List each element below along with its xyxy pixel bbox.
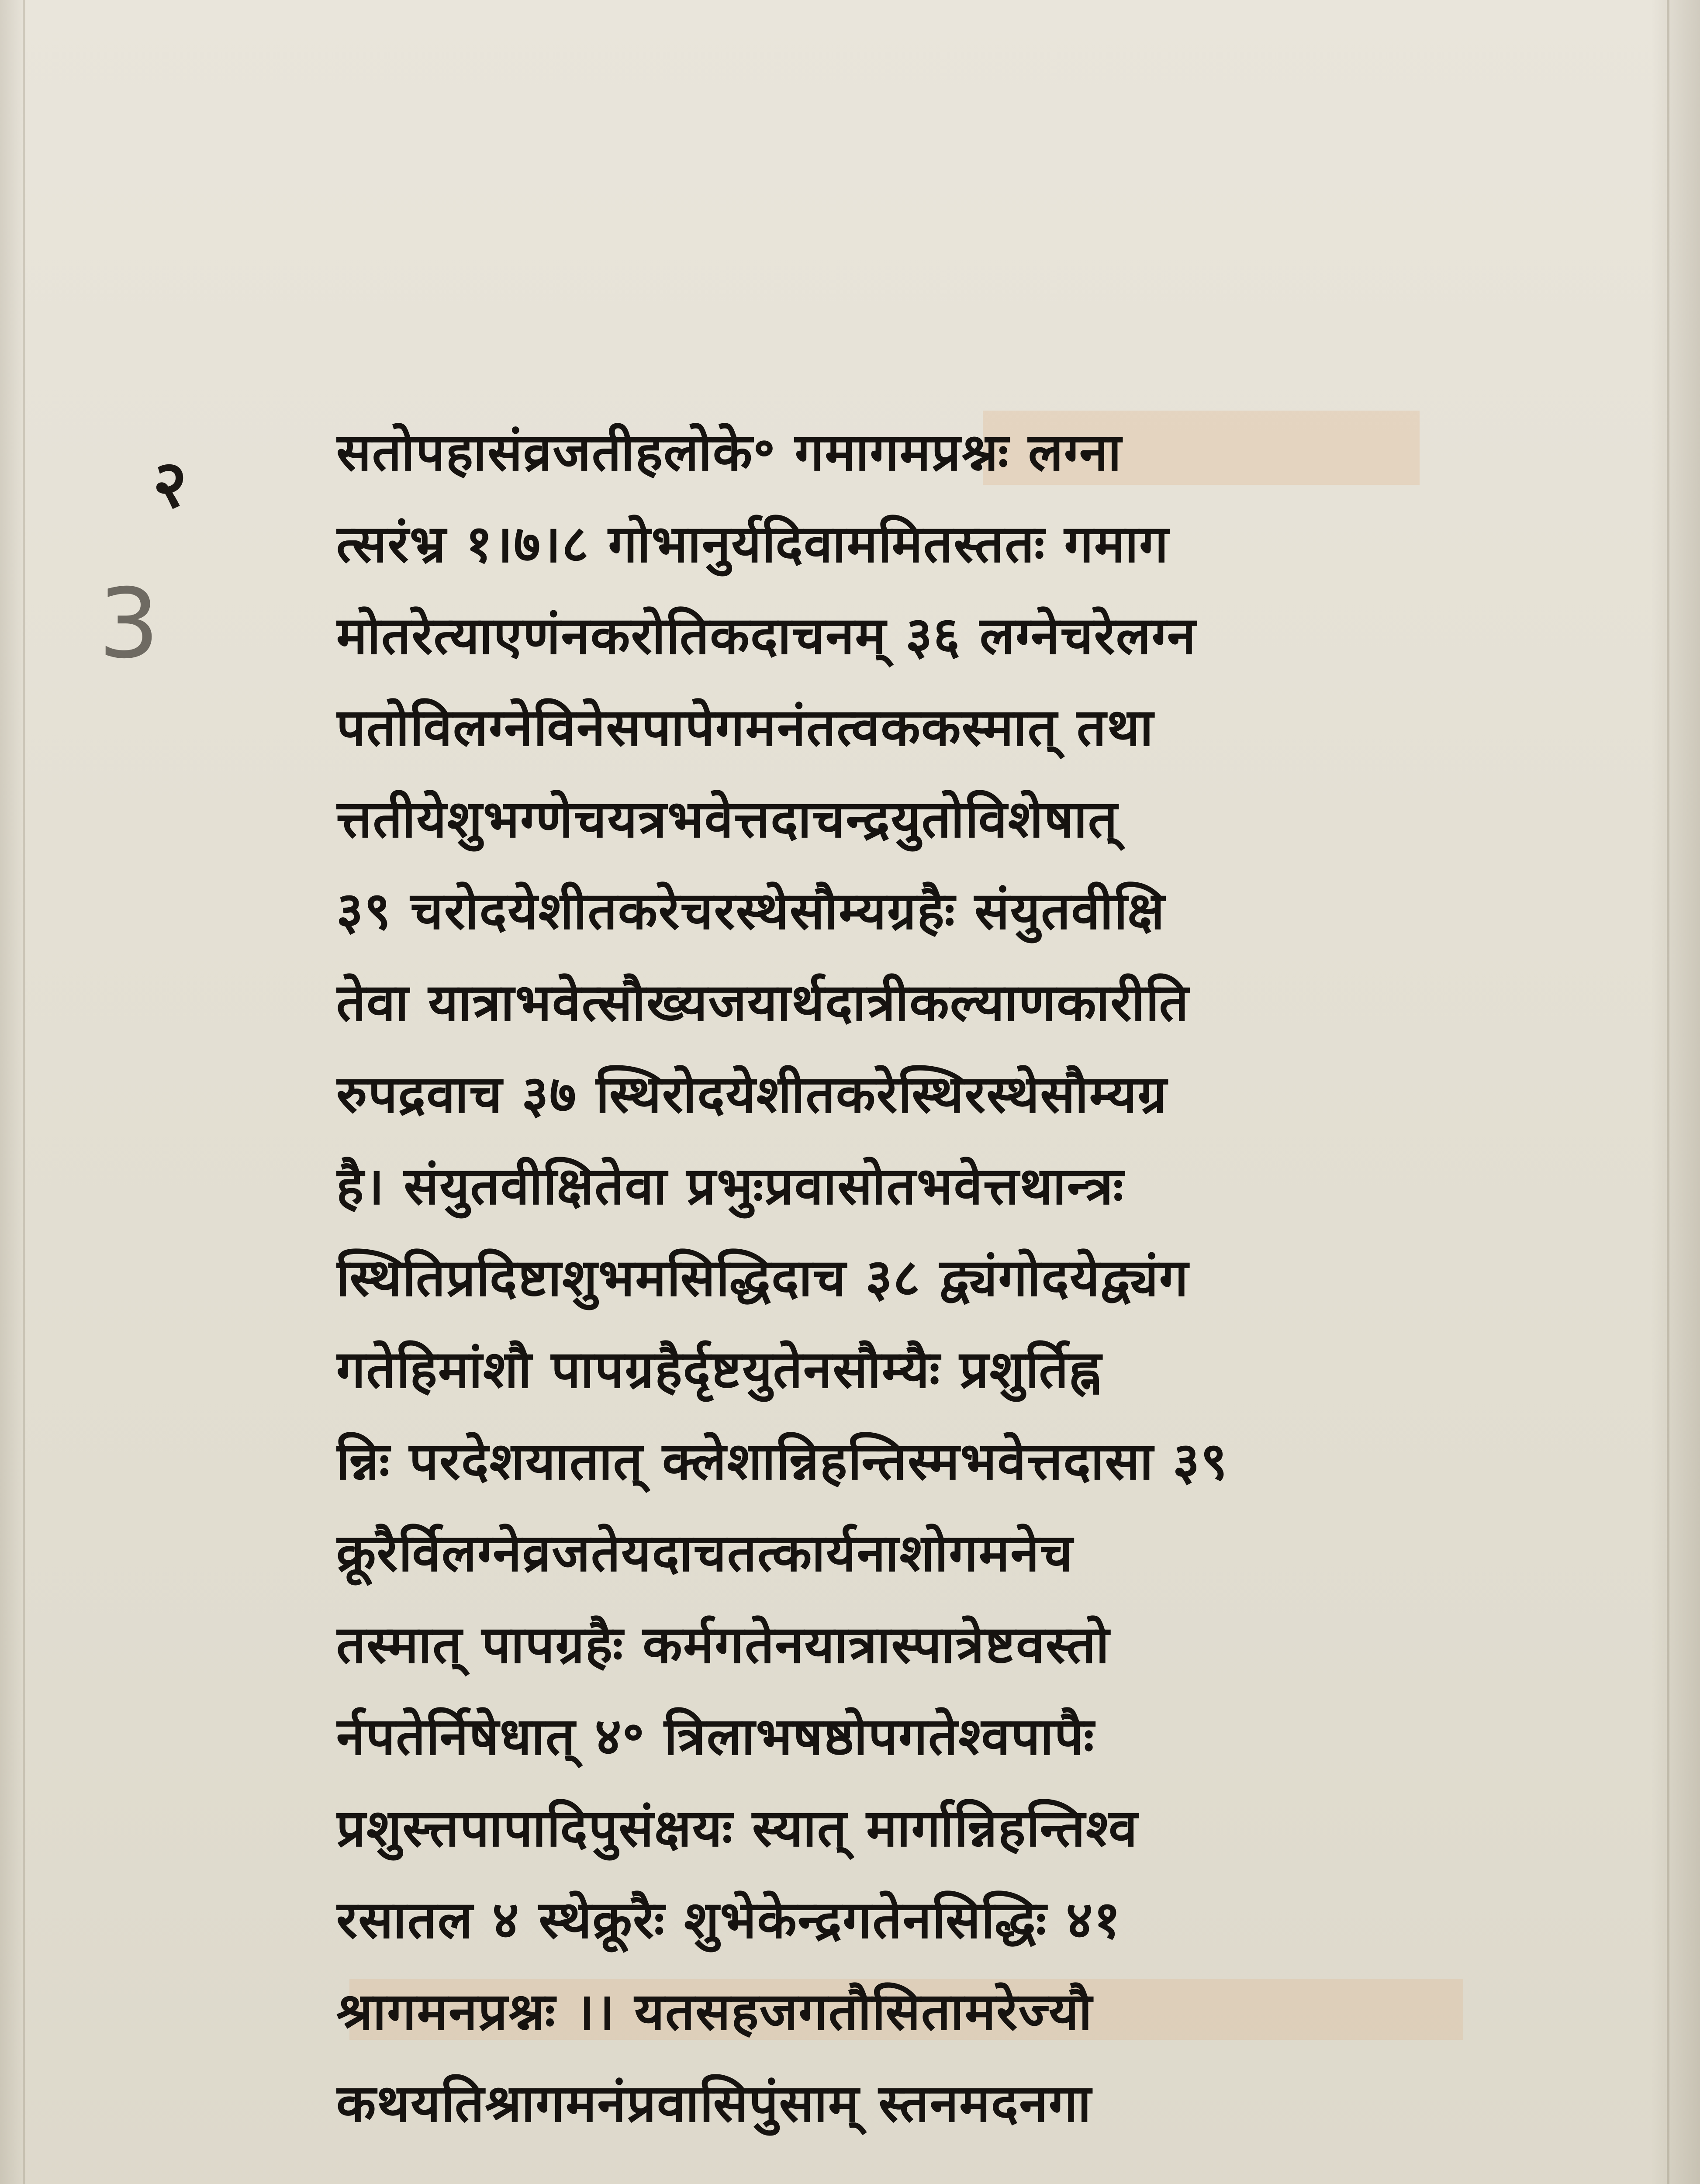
pencil-page-number: 3 bbox=[98, 568, 159, 680]
text-line: प्रशुस्त्तपापादिपुसंक्षयः स्यात् मार्गान्निहन्तिश्व bbox=[336, 1798, 1138, 1858]
text-line: पतोविलग्नेविनेसपापेगमनंतत्वककस्मात् तथा bbox=[336, 697, 1154, 757]
text-line: सतोपहासंव्रजतीहलोके॰ गमागमप्रश्नः लग्ना bbox=[336, 422, 1123, 482]
text-line: त्सरंभ्र १।७।८ गोभानुर्यदिवाममितस्ततः गमाग bbox=[336, 514, 1169, 574]
text-line: मोतरेत्याएणंनकरोतिकदाचनम् ३६ लग्नेचरेलग्न bbox=[336, 605, 1197, 666]
page-right-edge bbox=[1667, 0, 1669, 2184]
text-line: क्रूरैर्विलग्नेव्रजतेयदाचतत्कार्यनाशोगमनेच bbox=[336, 1523, 1074, 1583]
manuscript-text-block bbox=[336, 406, 1489, 2149]
text-line: कथयतिश्रागमनंप्रवासिपुंसाम् स्तनमदनगा bbox=[336, 2073, 1092, 2133]
text-line: रसातल ४ स्थेक्रूरैः शुभेकेन्द्रगतेनसिद्धिः ४१ bbox=[336, 1890, 1122, 1950]
text-line: श्रागमनप्रश्नः ।। यतसहजगतौसितामरेज्यौ bbox=[336, 1981, 1093, 2042]
text-line: तेवा यात्राभवेत्सौख्यजयार्थदात्रीकल्याणकारीति bbox=[336, 972, 1189, 1033]
text-line: न्निः परदेशयातात् क्लेशान्निहन्तिस्मभवेत्तदासा ३९ bbox=[336, 1431, 1228, 1491]
text-line: गतेहिमांशौ पापग्रहैर्दृष्टयुतेनसौम्यैः प्रशुर्तिह्न bbox=[336, 1339, 1102, 1400]
text-line: स्थितिप्रदिष्टाशुभमसिद्धिदाच ३८ द्व्यंगोदयेद्व्यंग bbox=[336, 1248, 1189, 1308]
text-line: त्ततीयेशुभग्णेचयत्रभवेत्तदाचन्द्रयुतोविशेषात् bbox=[336, 789, 1119, 849]
text-line: र्नपतेर्निषेधात् ४॰ त्रिलाभषष्ठोपगतेश्वपापैः bbox=[336, 1706, 1095, 1766]
folio-mark: २ bbox=[153, 446, 187, 522]
text-line: रुपद्रवाच ३७ स्थिरोदयेशीतकरेस्थिरस्थेसौम्यग्र bbox=[336, 1064, 1168, 1124]
text-line: है। संयुतवीक्षितेवा प्रभुःप्रवासोतभवेत्तथान्त्रः bbox=[336, 1156, 1124, 1216]
text-line: ३९ चरोदयेशीतकरेचरस्थेसौम्यग्रहैः संयुतवीक्षि bbox=[336, 881, 1165, 941]
page-left-edge bbox=[23, 0, 25, 2184]
text-line: तस्मात् पापग्रहैः कर्मगतेनयात्रास्पात्रेष्टवस्तो bbox=[336, 1614, 1110, 1675]
